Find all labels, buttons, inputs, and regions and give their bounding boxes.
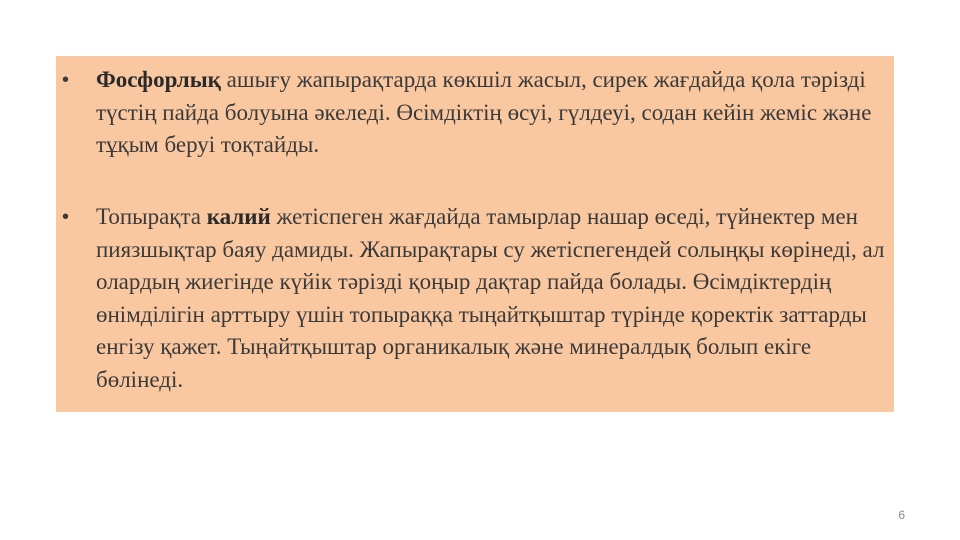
bullet-intro: Топырақта bbox=[96, 204, 207, 229]
bullet-body: ашығу жапырақтарда көкшіл жасыл, сирек жағдайда қола тәрізді түстің пайда болуына әкеледі. Өсімдіктің өсуі, гүлдеуі, содан кейін жеміс және тұқым беруі тоқтайды. bbox=[96, 67, 872, 157]
page-number: 6 bbox=[898, 508, 905, 522]
bullet-body: жетіспеген жағдайда тамырлар нашар өседі, түйнектер мен пиязшықтар баяу дамиды. Жапырақтары су жетіспегендей солыңқы көрінеді, ал олардың жиегінде күйік тәрізді қоңыр дақтар пайда болады. Өсімдіктердің өнімділігін арттыру үшін топыраққа тыңайтқыштар түрінде қоректік заттарды енгізу қажет. Тыңайтқыштар органикалық және минералдық болып екіге бөлінеді. bbox=[96, 204, 885, 392]
bold-term: калий bbox=[206, 204, 271, 229]
bullet-icon: • bbox=[62, 69, 70, 91]
bullet-icon: • bbox=[62, 206, 70, 228]
content-box bbox=[56, 56, 894, 412]
bullet-text bbox=[96, 64, 886, 162]
bold-term: Фосфорлық bbox=[96, 67, 221, 92]
bullet-text bbox=[96, 201, 886, 396]
